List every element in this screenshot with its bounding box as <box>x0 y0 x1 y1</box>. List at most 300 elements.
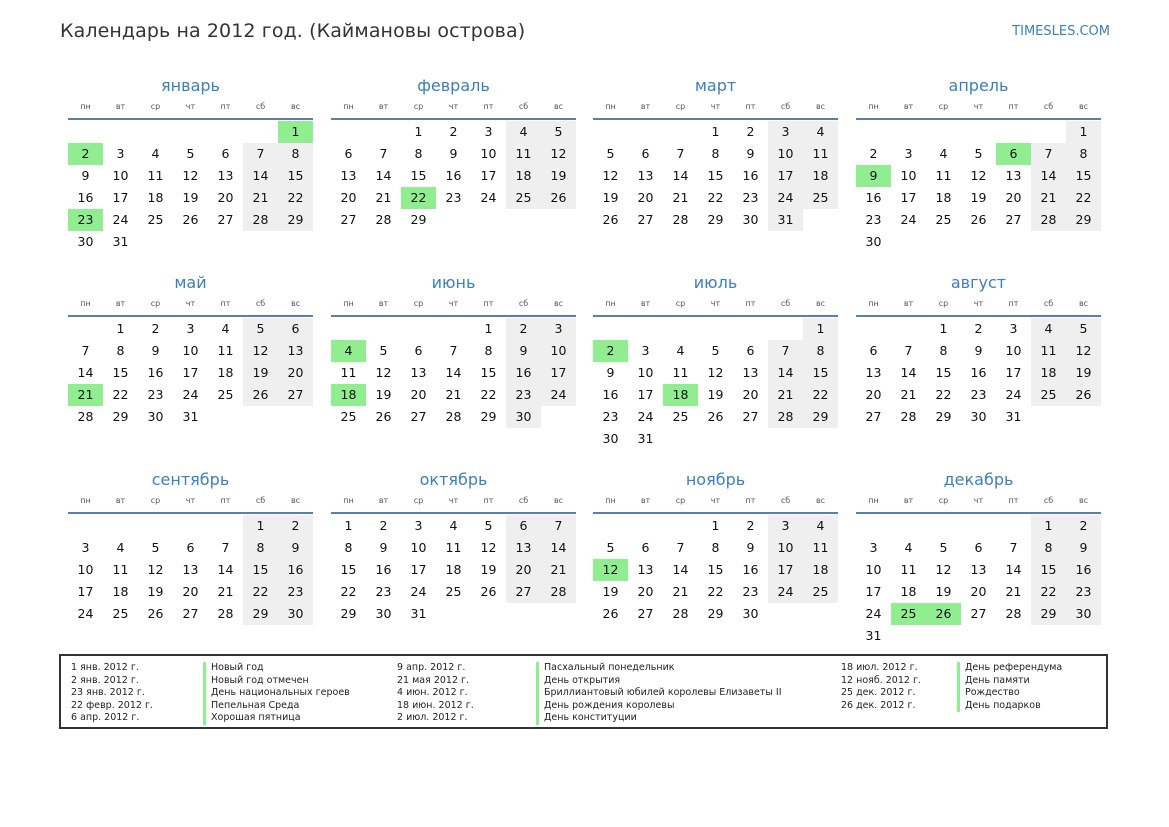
day-cell: 25 <box>340 409 357 424</box>
day-cell: 8 <box>711 540 720 555</box>
weekday-label: пт <box>745 299 756 308</box>
day-cell: 19 <box>970 190 987 205</box>
day-cell: 17 <box>410 562 427 577</box>
day-cell: 15 <box>340 562 357 577</box>
weekday-label: сб <box>255 496 266 505</box>
day-cell: 25 <box>935 212 952 227</box>
day-cell: 27 <box>1005 212 1022 227</box>
legend-holiday-name: Хорошая пятница <box>203 712 350 725</box>
weekday-label: чт <box>448 496 459 505</box>
day-cell: 8 <box>344 540 353 555</box>
day-cell: 20 <box>217 190 234 205</box>
day-cell: 3 <box>768 515 803 537</box>
weekday-label: вс <box>815 299 826 308</box>
day-cell: 18 <box>935 190 952 205</box>
day-grid <box>593 318 838 450</box>
day-cell: 30 <box>1066 603 1101 625</box>
day-cell: 10 <box>410 540 427 555</box>
day-cell: 2 <box>449 124 458 139</box>
legend-holiday-name: День подарков <box>957 700 1062 713</box>
day-grid <box>68 318 313 428</box>
legend-date: 22 февр. 2012 г. <box>71 699 153 711</box>
weekday-label: вт <box>115 496 126 505</box>
day-cell: 21 <box>1005 584 1022 599</box>
month-name: май <box>174 273 207 292</box>
day-cell: 10 <box>900 168 917 183</box>
day-cell: 28 <box>541 581 576 603</box>
holiday-day-cell: 4 <box>331 340 366 362</box>
month-name: август <box>950 273 1007 292</box>
day-cell: 9 <box>746 146 755 161</box>
empty-cell <box>173 121 208 143</box>
day-cell: 4 <box>904 540 913 555</box>
day-cell: 22 <box>243 581 278 603</box>
day-cell: 1 <box>116 321 125 336</box>
empty-cell <box>593 318 628 340</box>
day-cell: 25 <box>445 584 462 599</box>
weekday-label: пт <box>483 496 494 505</box>
day-cell: 18 <box>147 190 164 205</box>
day-cell: 20 <box>865 387 882 402</box>
day-cell: 2 <box>506 318 541 340</box>
day-cell: 28 <box>672 606 689 621</box>
weekday-label: вс <box>553 102 564 111</box>
weekday-label: чт <box>710 496 721 505</box>
weekday-label: чт <box>185 496 196 505</box>
weekday-label: пн <box>80 299 91 308</box>
day-cell: 20 <box>742 387 759 402</box>
day-cell: 28 <box>672 212 689 227</box>
month-divider <box>68 512 313 514</box>
day-cell: 31 <box>182 409 199 424</box>
day-cell: 10 <box>768 537 803 559</box>
month-name: апрель <box>948 76 1009 95</box>
weekday-label: сб <box>780 299 791 308</box>
day-cell: 27 <box>340 212 357 227</box>
weekday-label: пн <box>605 496 616 505</box>
empty-cell <box>891 515 926 537</box>
day-cell: 14 <box>1005 562 1022 577</box>
day-cell: 18 <box>1031 362 1066 384</box>
day-cell: 6 <box>221 146 230 161</box>
day-cell: 10 <box>182 343 199 358</box>
day-cell: 4 <box>803 121 838 143</box>
weekday-label: вс <box>553 496 564 505</box>
weekday-label: чт <box>710 102 721 111</box>
weekday-header <box>331 494 576 508</box>
empty-cell <box>138 515 173 537</box>
day-cell: 17 <box>637 387 654 402</box>
site-link[interactable]: TIMESLES.COM <box>1012 24 1110 39</box>
day-cell: 27 <box>742 409 759 424</box>
day-cell: 19 <box>480 562 497 577</box>
day-cell: 23 <box>278 581 313 603</box>
weekday-label: вс <box>1078 102 1089 111</box>
legend-holiday-name: Рождество <box>957 687 1062 700</box>
empty-cell <box>208 121 243 143</box>
empty-cell <box>436 318 471 340</box>
holiday-day-cell: 1 <box>278 121 313 143</box>
day-cell: 13 <box>1005 168 1022 183</box>
day-cell: 12 <box>1066 340 1101 362</box>
day-cell: 11 <box>672 365 689 380</box>
month-divider <box>68 315 313 317</box>
weekday-label: ср <box>938 102 949 111</box>
day-cell: 7 <box>243 143 278 165</box>
weekday-label: сб <box>255 299 266 308</box>
weekday-label: чт <box>973 496 984 505</box>
day-cell: 10 <box>77 562 94 577</box>
month-name: июль <box>693 273 738 292</box>
day-cell: 3 <box>1009 321 1018 336</box>
month-block <box>593 273 838 450</box>
day-cell: 19 <box>1066 362 1101 384</box>
day-cell: 13 <box>278 340 313 362</box>
legend-date: 25 дек. 2012 г. <box>841 687 916 698</box>
day-cell: 3 <box>904 146 913 161</box>
weekday-label: вс <box>1078 496 1089 505</box>
day-cell: 21 <box>375 190 392 205</box>
weekday-label: вс <box>1078 299 1089 308</box>
weekday-label: чт <box>185 102 196 111</box>
empty-cell <box>366 318 401 340</box>
legend-date: 23 янв. 2012 г. <box>71 687 145 698</box>
day-cell: 6 <box>506 515 541 537</box>
day-cell: 17 <box>480 168 497 183</box>
weekday-label: вт <box>903 496 914 505</box>
day-cell: 26 <box>375 409 392 424</box>
day-cell: 11 <box>340 365 357 380</box>
day-cell: 24 <box>900 212 917 227</box>
day-cell: 12 <box>541 143 576 165</box>
day-cell: 30 <box>742 212 759 227</box>
day-cell: 4 <box>449 518 458 533</box>
day-cell: 24 <box>410 584 427 599</box>
day-cell: 8 <box>939 343 948 358</box>
empty-cell <box>961 515 996 537</box>
day-cell: 1 <box>939 321 948 336</box>
day-cell: 6 <box>641 146 650 161</box>
day-cell: 30 <box>278 603 313 625</box>
empty-cell <box>891 121 926 143</box>
month-block <box>331 76 576 231</box>
legend-dates-column <box>841 662 921 712</box>
empty-cell <box>891 318 926 340</box>
day-cell: 27 <box>506 581 541 603</box>
day-cell: 9 <box>379 540 388 555</box>
day-cell: 6 <box>641 540 650 555</box>
weekday-label: пт <box>1008 299 1019 308</box>
day-cell: 7 <box>1009 540 1018 555</box>
day-cell: 29 <box>410 212 427 227</box>
day-cell: 17 <box>865 584 882 599</box>
day-cell: 25 <box>803 581 838 603</box>
day-cell: 6 <box>746 343 755 358</box>
day-cell: 5 <box>243 318 278 340</box>
empty-cell <box>663 318 698 340</box>
day-cell: 7 <box>221 540 230 555</box>
day-cell: 16 <box>147 365 164 380</box>
weekday-label: вт <box>640 299 651 308</box>
day-cell: 31 <box>637 431 654 446</box>
day-cell: 23 <box>742 190 759 205</box>
day-cell: 29 <box>1031 603 1066 625</box>
holiday-legend <box>59 654 1108 729</box>
day-cell: 18 <box>112 584 129 599</box>
day-cell: 22 <box>1066 187 1101 209</box>
day-cell: 11 <box>803 537 838 559</box>
weekday-label: ср <box>150 102 161 111</box>
day-cell: 12 <box>243 340 278 362</box>
day-cell: 1 <box>711 124 720 139</box>
weekday-label: вт <box>378 102 389 111</box>
day-cell: 24 <box>480 190 497 205</box>
day-cell: 8 <box>116 343 125 358</box>
day-grid <box>68 121 313 253</box>
day-cell: 4 <box>939 146 948 161</box>
day-cell: 24 <box>112 212 129 227</box>
weekday-label: сб <box>1043 496 1054 505</box>
legend-names-column <box>536 662 782 725</box>
day-grid <box>68 515 313 625</box>
day-cell: 3 <box>81 540 90 555</box>
day-cell: 31 <box>1005 409 1022 424</box>
month-divider <box>68 118 313 120</box>
weekday-label: пт <box>220 496 231 505</box>
day-cell: 20 <box>278 362 313 384</box>
weekday-label: сб <box>255 102 266 111</box>
day-cell: 2 <box>746 518 755 533</box>
day-cell: 12 <box>707 365 724 380</box>
day-cell: 29 <box>340 606 357 621</box>
weekday-label: вт <box>378 299 389 308</box>
day-cell: 7 <box>768 340 803 362</box>
day-cell: 29 <box>480 409 497 424</box>
day-cell: 6 <box>974 540 983 555</box>
day-cell: 11 <box>112 562 129 577</box>
day-cell: 6 <box>186 540 195 555</box>
legend-date: 2 янв. 2012 г. <box>71 674 139 686</box>
day-cell: 16 <box>1066 559 1101 581</box>
day-cell: 10 <box>112 168 129 183</box>
day-cell: 13 <box>410 365 427 380</box>
weekday-header <box>856 297 1101 311</box>
day-cell: 16 <box>278 559 313 581</box>
month-block <box>68 273 313 428</box>
month-block <box>856 76 1101 253</box>
legend-names-column <box>203 662 350 725</box>
day-cell: 17 <box>112 190 129 205</box>
empty-cell <box>401 318 436 340</box>
day-cell: 12 <box>182 168 199 183</box>
day-cell: 13 <box>637 562 654 577</box>
month-divider <box>593 512 838 514</box>
day-cell: 5 <box>1066 318 1101 340</box>
day-cell: 3 <box>768 121 803 143</box>
day-cell: 4 <box>803 515 838 537</box>
weekday-header <box>593 100 838 114</box>
day-cell: 15 <box>112 365 129 380</box>
day-cell: 18 <box>217 365 234 380</box>
month-name: март <box>694 76 737 95</box>
day-cell: 10 <box>1005 343 1022 358</box>
empty-cell <box>628 121 663 143</box>
weekday-label: чт <box>973 102 984 111</box>
day-cell: 21 <box>243 187 278 209</box>
weekday-label: вт <box>903 299 914 308</box>
day-cell: 26 <box>602 606 619 621</box>
day-cell: 26 <box>970 212 987 227</box>
weekday-header <box>856 494 1101 508</box>
day-cell: 22 <box>480 387 497 402</box>
month-block <box>331 470 576 625</box>
day-cell: 28 <box>1031 209 1066 231</box>
day-cell: 23 <box>375 584 392 599</box>
day-cell: 21 <box>672 584 689 599</box>
weekday-label: ср <box>938 496 949 505</box>
day-cell: 27 <box>970 606 987 621</box>
day-cell: 22 <box>803 384 838 406</box>
month-divider <box>593 315 838 317</box>
empty-cell <box>68 515 103 537</box>
day-cell: 12 <box>602 168 619 183</box>
day-cell: 20 <box>506 559 541 581</box>
day-cell: 4 <box>116 540 125 555</box>
legend-holiday-name: День рождения королевы <box>536 700 782 713</box>
day-cell: 15 <box>935 365 952 380</box>
day-cell: 14 <box>672 562 689 577</box>
day-cell: 23 <box>1066 581 1101 603</box>
day-cell: 21 <box>445 387 462 402</box>
day-cell: 9 <box>449 146 458 161</box>
day-cell: 21 <box>217 584 234 599</box>
day-cell: 30 <box>375 606 392 621</box>
day-cell: 25 <box>217 387 234 402</box>
day-cell: 17 <box>1005 365 1022 380</box>
weekday-label: пн <box>605 102 616 111</box>
day-cell: 26 <box>147 606 164 621</box>
day-cell: 5 <box>939 540 948 555</box>
day-cell: 16 <box>77 190 94 205</box>
day-cell: 7 <box>676 540 685 555</box>
day-cell: 14 <box>445 365 462 380</box>
weekday-header <box>593 494 838 508</box>
day-cell: 2 <box>379 518 388 533</box>
day-cell: 14 <box>1031 165 1066 187</box>
weekday-label: ср <box>150 299 161 308</box>
day-cell: 11 <box>217 343 234 358</box>
day-cell: 23 <box>506 384 541 406</box>
day-cell: 16 <box>506 362 541 384</box>
empty-cell <box>926 515 961 537</box>
day-cell: 11 <box>935 168 952 183</box>
day-cell: 12 <box>970 168 987 183</box>
empty-cell <box>366 121 401 143</box>
day-cell: 18 <box>900 584 917 599</box>
weekday-header <box>856 100 1101 114</box>
weekday-label: пн <box>605 299 616 308</box>
legend-date: 18 июн. 2012 г. <box>397 699 474 711</box>
day-cell: 26 <box>182 212 199 227</box>
legend-dates-column <box>71 662 153 725</box>
weekday-label: сб <box>1043 299 1054 308</box>
day-cell: 8 <box>484 343 493 358</box>
weekday-label: пн <box>868 299 879 308</box>
day-cell: 13 <box>182 562 199 577</box>
day-cell: 7 <box>904 343 913 358</box>
empty-cell <box>593 515 628 537</box>
day-cell: 9 <box>974 343 983 358</box>
day-cell: 14 <box>243 165 278 187</box>
month-name: июнь <box>431 273 476 292</box>
legend-date: 12 нояб. 2012 г. <box>841 674 921 686</box>
weekday-header <box>68 494 313 508</box>
weekday-label: ср <box>413 496 424 505</box>
weekday-label: вт <box>640 102 651 111</box>
weekday-label: ср <box>150 496 161 505</box>
day-cell: 4 <box>676 343 685 358</box>
day-cell: 29 <box>243 603 278 625</box>
day-cell: 20 <box>410 387 427 402</box>
empty-cell <box>331 318 366 340</box>
day-cell: 14 <box>900 365 917 380</box>
day-cell: 7 <box>1031 143 1066 165</box>
day-cell: 12 <box>480 540 497 555</box>
day-cell: 17 <box>900 190 917 205</box>
weekday-label: ср <box>675 102 686 111</box>
day-cell: 28 <box>375 212 392 227</box>
day-cell: 10 <box>768 143 803 165</box>
empty-cell <box>856 515 891 537</box>
day-cell: 22 <box>112 387 129 402</box>
day-cell: 9 <box>278 537 313 559</box>
day-cell: 14 <box>541 537 576 559</box>
weekday-label: чт <box>185 299 196 308</box>
weekday-label: ср <box>675 496 686 505</box>
legend-date: 21 мая 2012 г. <box>397 674 470 686</box>
day-cell: 10 <box>480 146 497 161</box>
day-cell: 9 <box>151 343 160 358</box>
day-cell: 2 <box>278 515 313 537</box>
day-cell: 15 <box>243 559 278 581</box>
day-cell: 3 <box>641 343 650 358</box>
day-cell: 2 <box>974 321 983 336</box>
weekday-label: сб <box>1043 102 1054 111</box>
day-cell: 10 <box>541 340 576 362</box>
day-cell: 27 <box>865 409 882 424</box>
day-cell: 19 <box>707 387 724 402</box>
day-cell: 2 <box>151 321 160 336</box>
day-cell: 5 <box>606 540 615 555</box>
day-cell: 28 <box>77 409 94 424</box>
empty-cell <box>103 515 138 537</box>
weekday-label: чт <box>710 299 721 308</box>
weekday-label: вс <box>815 102 826 111</box>
day-cell: 24 <box>637 409 654 424</box>
weekday-label: пт <box>220 299 231 308</box>
day-cell: 22 <box>935 387 952 402</box>
day-cell: 22 <box>707 584 724 599</box>
day-cell: 31 <box>865 628 882 643</box>
day-cell: 27 <box>637 212 654 227</box>
weekday-label: ср <box>413 299 424 308</box>
day-cell: 11 <box>506 143 541 165</box>
day-cell: 30 <box>147 409 164 424</box>
empty-cell <box>68 121 103 143</box>
day-cell: 17 <box>541 362 576 384</box>
legend-holiday-name: Бриллиантовый юбилей королевы Елизаветы II <box>536 687 782 700</box>
empty-cell <box>628 515 663 537</box>
